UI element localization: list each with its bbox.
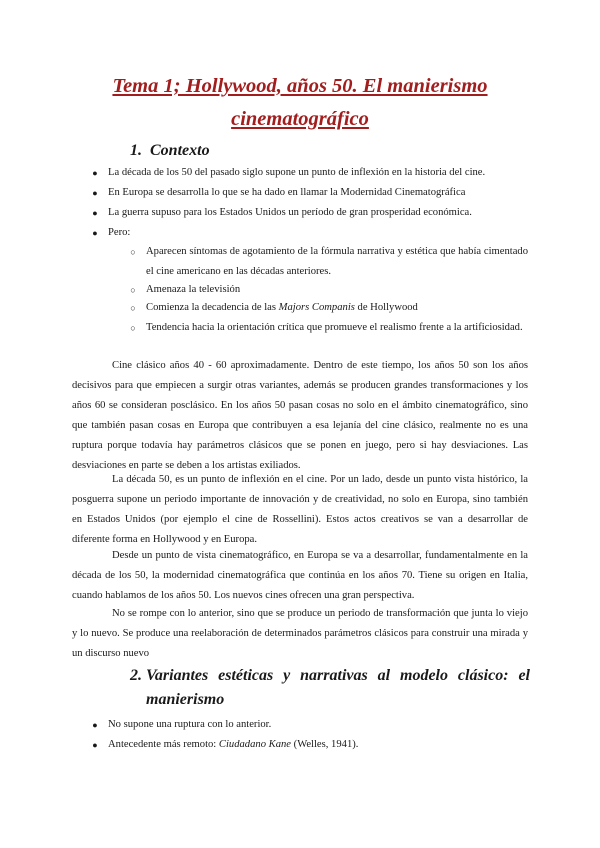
bullet-icon: ● xyxy=(92,740,98,750)
bullet-icon: ● xyxy=(92,720,98,730)
sub-bullet-icon: ○ xyxy=(130,247,136,257)
bullet-icon: ● xyxy=(92,188,98,198)
bullet-icon: ● xyxy=(92,168,98,178)
section-1-title: Contexto xyxy=(150,142,210,159)
bullet-icon: ● xyxy=(92,228,98,238)
list-item: ● La década de los 50 del pasado siglo supone un punto de inflexión en la historia del cine. xyxy=(108,166,528,180)
sub-bullet-icon: ○ xyxy=(130,303,136,313)
bullet-icon: ● xyxy=(92,208,98,218)
sub-list-item: ○ Amenaza la televisión xyxy=(146,280,528,300)
list-item: ● Pero: xyxy=(108,226,528,240)
list-item: ● En Europa se desarrolla lo que se ha dado en llamar la Modernidad Cinematográfica xyxy=(108,186,528,200)
list-item: ● Antecedente más remoto: Ciudadano Kane (Welles, 1941). xyxy=(108,738,528,752)
section-2-heading xyxy=(130,664,530,712)
document-title: Tema 1; Hollywood, años 50. El manierismo cinematográfico xyxy=(112,75,488,130)
sub-list-item: ○ Aparecen síntomas de agotamiento de la fórmula narrativa y estética que había cimentado el cine americano en las décadas anteriores. xyxy=(146,242,528,282)
sub-list-item: ○ Comienza la decadencia de las Majors Companis de Hollywood xyxy=(146,298,528,318)
body-paragraph: La década 50, es un punto de inflexión en el cine. Por un lado, desde un punto vista histórico, la posguerra supone un periodo importante de innovación y de creatividad, no solo en Europa, sino también en Estados Unidos (por ejemplo el cine de Rossellini). Estos actos creativos se van a desarrollar de diferente forma en Hollywood y en Europa. xyxy=(72,474,528,545)
section-2-title: Variantes estéticas y narrativas al modelo clásico: el manierismo xyxy=(146,667,530,708)
section-1-heading xyxy=(130,142,210,160)
body-paragraph: Desde un punto de vista cinematográfico, en Europa se va a desarrollar, fundamentalmente en la década de los 50, la modernidad cinematográfica que continúa en los años 70. Tiene su origen en Italia, cuando hablamos de los años 50. Los nuevos cines ofrecen una gran perspectiva. xyxy=(72,550,528,601)
body-paragraph: Cine clásico años 40 - 60 aproximadamente. Dentro de este tiempo, los años 50 son los años decisivos para que empiecen a surgir otras variantes, además se producen grandes transformaciones y los años 60 se consideran posclásico. En los años 50 pasan cosas no solo en el ámbito cinematográfico, sino que también pasan cosas en Europa que contribuyen a esa lejanía del cine clásico, realmente no es una ruptura porque todavía hay parámetros clásicos que se ponen en juego, pero si hay desviaciones. Las desviaciones en parte se deben a los artistas exiliados. xyxy=(72,360,528,471)
section-2-number: 2. xyxy=(130,667,142,684)
sub-list-item: ○ Tendencia hacia la orientación crítica que promueve el realismo frente a la artificiosidad. xyxy=(146,318,528,338)
list-item: ● No supone una ruptura con lo anterior. xyxy=(108,718,528,732)
sub-bullet-icon: ○ xyxy=(130,285,136,295)
sub-bullet-icon: ○ xyxy=(130,323,136,333)
list-item: ● La guerra supuso para los Estados Unidos un período de gran prosperidad económica. xyxy=(108,206,528,220)
body-paragraph: No se rompe con lo anterior, sino que se produce un periodo de transformación que junta lo viejo y lo nuevo. Se produce una reelaboración de determinados parámetros clásicos para construir una mirada y un discurso nuevo xyxy=(72,608,528,659)
section-1-number: 1. xyxy=(130,142,142,159)
